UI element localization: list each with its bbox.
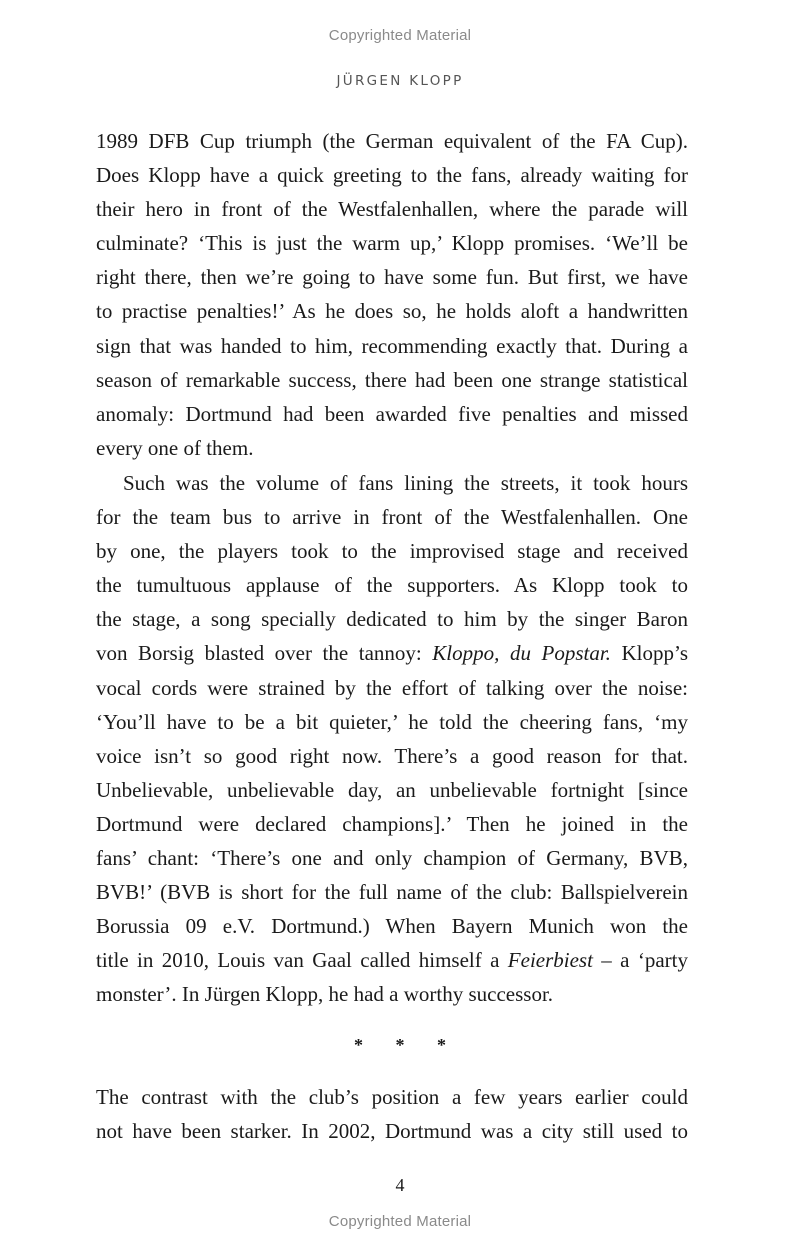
text-run: voice isn’t so good right now. There’s a good reason for that. (96, 743, 688, 768)
text-run: – a ‘party (592, 948, 689, 973)
text-run: title in 2010, Louis van Gaal called himself a (96, 948, 508, 973)
text-line (96, 739, 688, 773)
text-line (96, 158, 688, 192)
text-line (96, 124, 688, 158)
text-line (96, 1114, 688, 1148)
text-line (96, 294, 688, 328)
text-line (96, 943, 688, 977)
text-line (96, 226, 688, 260)
text-line (96, 466, 688, 500)
text-line (96, 500, 688, 534)
text-run: not have been starker. In 2002, Dortmund was a city still used to (96, 1119, 688, 1144)
text-run: culminate? ‘This is just the warm up,’ Klopp promises. ‘We’ll be (96, 231, 688, 256)
text-run: The contrast with the club’s position a few years earlier could (96, 1085, 688, 1109)
text-run: fans’ chant: ‘There’s one and only champion of Germany, BVB, (96, 846, 688, 871)
text-line (96, 602, 688, 636)
paragraph (96, 466, 688, 1012)
text-run: Klopp’s (610, 641, 688, 666)
text-run: von Borsig blasted over the tannoy: (96, 641, 433, 666)
text-run: their hero in front of the Westfalenhallen, where the parade will (96, 197, 688, 222)
italic-text: Kloppo, du Popstar. (432, 641, 611, 666)
text-line (96, 260, 688, 294)
copyright-watermark-top: Copyrighted Material (328, 27, 472, 44)
text-line (96, 568, 688, 602)
section-break: * * * (354, 1035, 460, 1055)
text-line (96, 534, 688, 568)
copyright-watermark-bottom: Copyrighted Material (328, 1213, 472, 1230)
text-line (96, 329, 688, 363)
text-run: to practise penalties!’ As he does so, he holds aloft a handwritten (96, 299, 688, 324)
text-line (96, 841, 688, 875)
text-run: Unbelievable, unbelievable day, an unbelievable fortnight [since (96, 777, 688, 802)
text-run: for the team bus to arrive in front of the Westfalenhallen. One (96, 505, 688, 530)
text-run: right there, then we’re going to have some fun. But first, we have (96, 265, 688, 290)
text-run: every one of them. (96, 435, 254, 460)
text-line (96, 671, 688, 705)
paragraph-new-section (96, 1080, 688, 1148)
page-number: 4 (395, 1175, 405, 1195)
text-line (96, 363, 688, 397)
text-line (96, 636, 688, 670)
text-run: BVB!’ (BVB is short for the full name of the club: Ballspielverein (96, 880, 688, 905)
text-line (96, 705, 688, 739)
text-run: the stage, a song specially dedicated to him by the singer Baron (96, 607, 688, 632)
italic-text: Feierbiest (507, 948, 593, 973)
text-run: vocal cords were strained by the effort of talking over the noise: (96, 675, 688, 700)
text-run: Such was the volume of fans lining the streets, it took hours (123, 471, 688, 495)
text-run: Borussia 09 e.V. Dortmund.) When Bayern Munich won the (96, 914, 688, 939)
text-line (96, 431, 688, 465)
paragraph-continued (96, 124, 688, 465)
text-line (96, 909, 688, 943)
text-run: the tumultuous applause of the supporters. As Klopp took to (96, 573, 688, 598)
text-line (96, 977, 688, 1011)
text-run: 1989 DFB Cup triumph (the German equivalent of the FA Cup). (96, 129, 688, 153)
text-line (96, 1080, 688, 1114)
text-line (96, 773, 688, 807)
text-run: season of remarkable success, there had been one strange statistical (96, 367, 688, 392)
text-line (96, 192, 688, 226)
text-run: Does Klopp have a quick greeting to the fans, already waiting for (96, 163, 688, 188)
text-run: Dortmund were declared champions].’ Then he joined in the (96, 811, 688, 836)
text-run: by one, the players took to the improvised stage and received (96, 539, 688, 564)
text-line (96, 807, 688, 841)
running-head: JÜRGEN KLOPP (336, 73, 464, 89)
text-run: anomaly: Dortmund had been awarded five penalties and missed (96, 401, 688, 426)
text-line (96, 875, 688, 909)
text-run: monster’. In Jürgen Klopp, he had a worthy successor. (96, 982, 554, 1007)
text-run: sign that was handed to him, recommending exactly that. During a (96, 333, 688, 358)
text-run: ‘You’ll have to be a bit quieter,’ he told the cheering fans, ‘my (96, 709, 688, 734)
text-line (96, 397, 688, 431)
